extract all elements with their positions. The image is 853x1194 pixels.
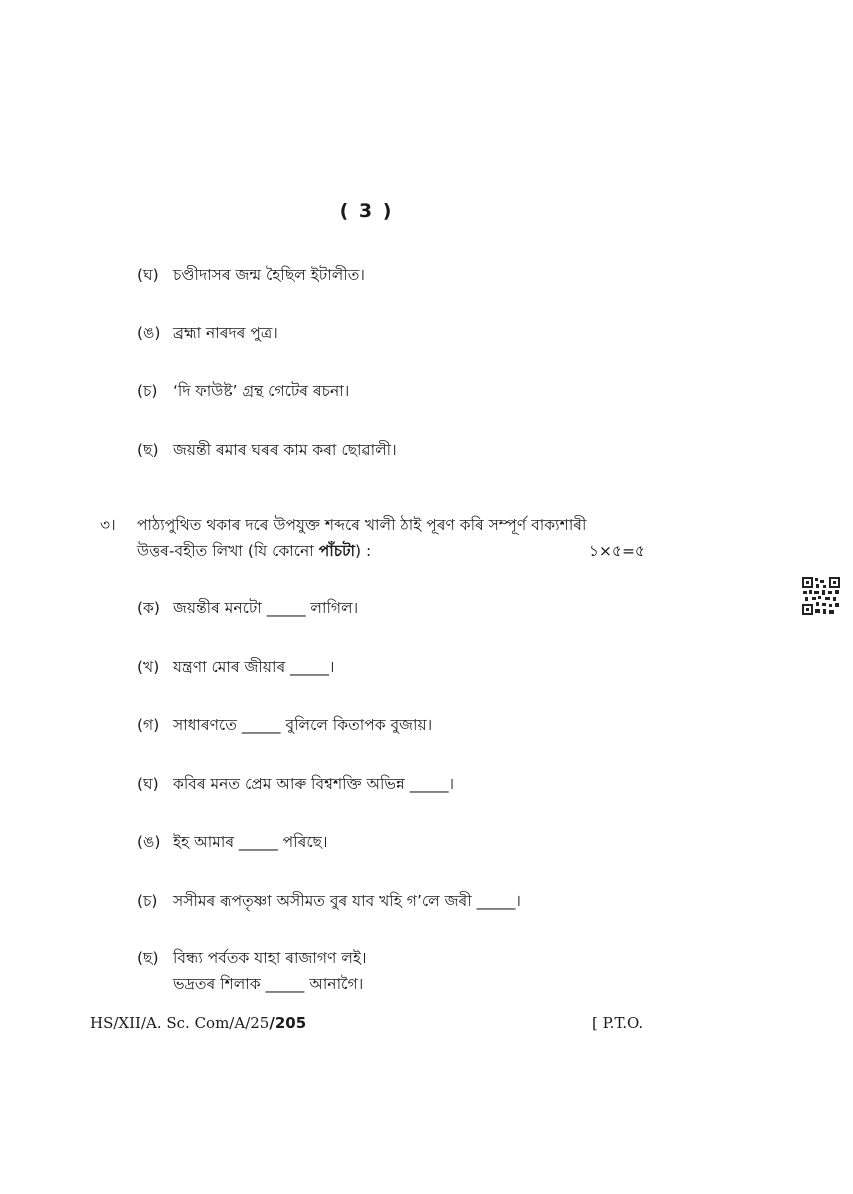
item-label: (খ) — [137, 658, 160, 676]
item-text: ব্ৰহ্মা নাৰদৰ পুত্ৰ। — [173, 324, 278, 342]
item-label: (ক) — [137, 599, 160, 617]
item-text: যন্ত্ৰণা মোৰ জীয়াৰ _____। — [173, 658, 335, 676]
item-label: (ঘ) — [137, 266, 159, 284]
item-text: সাধাৰণতে _____ বুলিলে কিতাপক বুজায়। — [173, 716, 433, 734]
list-item — [137, 888, 521, 914]
paper-code-prefix: HS/XII/A. Sc. Com/A/25 — [90, 1014, 270, 1032]
qr-code — [802, 577, 840, 615]
list-item — [137, 262, 365, 288]
item-text: জয়ন্তী ৰমাৰ ঘৰৰ কাম কৰা ছোৱালী। — [173, 441, 397, 459]
item-label: (ঙ) — [137, 324, 161, 342]
item-text: বিন্ধ্য পৰ্বতক যাহা ৰাজাগণ লই। — [173, 949, 367, 967]
item-label: (চ) — [137, 382, 158, 400]
list-item — [137, 945, 367, 997]
please-turn-over: [ P.T.O. — [592, 1014, 644, 1032]
item-label: (ছ) — [137, 949, 159, 967]
page-number: ( 3 ) — [339, 200, 394, 222]
item-text: ইহ আমাৰ _____ পৰিছে। — [173, 833, 328, 851]
item-label: (ঘ) — [137, 775, 159, 793]
item-label: (গ) — [137, 716, 160, 734]
item-label: (ঙ) — [137, 833, 161, 851]
list-item — [137, 437, 397, 463]
paper-code-number: /205 — [269, 1014, 307, 1032]
item-text: সসীমৰ ৰূপতৃষ্ণা অসীমত বুৰ যাব খহি গ’লে জৰী _____। — [173, 892, 521, 910]
paper-code — [90, 1014, 306, 1032]
question-text-emphasis: পাঁচটা — [318, 542, 356, 560]
list-item — [137, 712, 432, 738]
list-item — [137, 320, 278, 346]
list-item — [137, 595, 358, 621]
question-text-line-1: পাঠ্যপুথিত থকাৰ দৰে উপযুক্ত শব্দৰে খালী ঠাই পূৰণ কৰি সম্পূৰ্ণ বাক্যশাৰী — [137, 516, 587, 534]
list-item — [137, 829, 328, 855]
item-text: কবিৰ মনত প্ৰেম আৰু বিশ্বশক্তি অভিন্ন _____। — [173, 775, 455, 793]
item-label: (চ) — [137, 892, 158, 910]
list-item — [137, 654, 334, 680]
question-text-line-2 — [100, 538, 645, 564]
question-text-part: উত্তৰ-বহীত লিখা (যি কোনো — [137, 542, 319, 560]
list-item — [137, 771, 454, 797]
question-text-part: ) : — [355, 542, 372, 560]
list-item — [137, 378, 349, 404]
marks: ১×৫=৫ — [588, 542, 645, 560]
item-text: ‘দি ফাউষ্ট’ গ্ৰন্থ গেটেৰ ৰচনা। — [173, 382, 350, 400]
item-label: (ছ) — [137, 441, 159, 459]
item-text: চণ্ডীদাসৰ জন্ম হৈছিল ইটালীত। — [173, 266, 365, 284]
item-text-line-2: ভদ্ৰতৰ শিলাক _____ আনাগৈ। — [173, 975, 364, 993]
item-text: জয়ন্তীৰ মনটো _____ লাগিল। — [173, 599, 359, 617]
question-number: ৩। — [100, 516, 116, 534]
question-3 — [100, 512, 645, 564]
